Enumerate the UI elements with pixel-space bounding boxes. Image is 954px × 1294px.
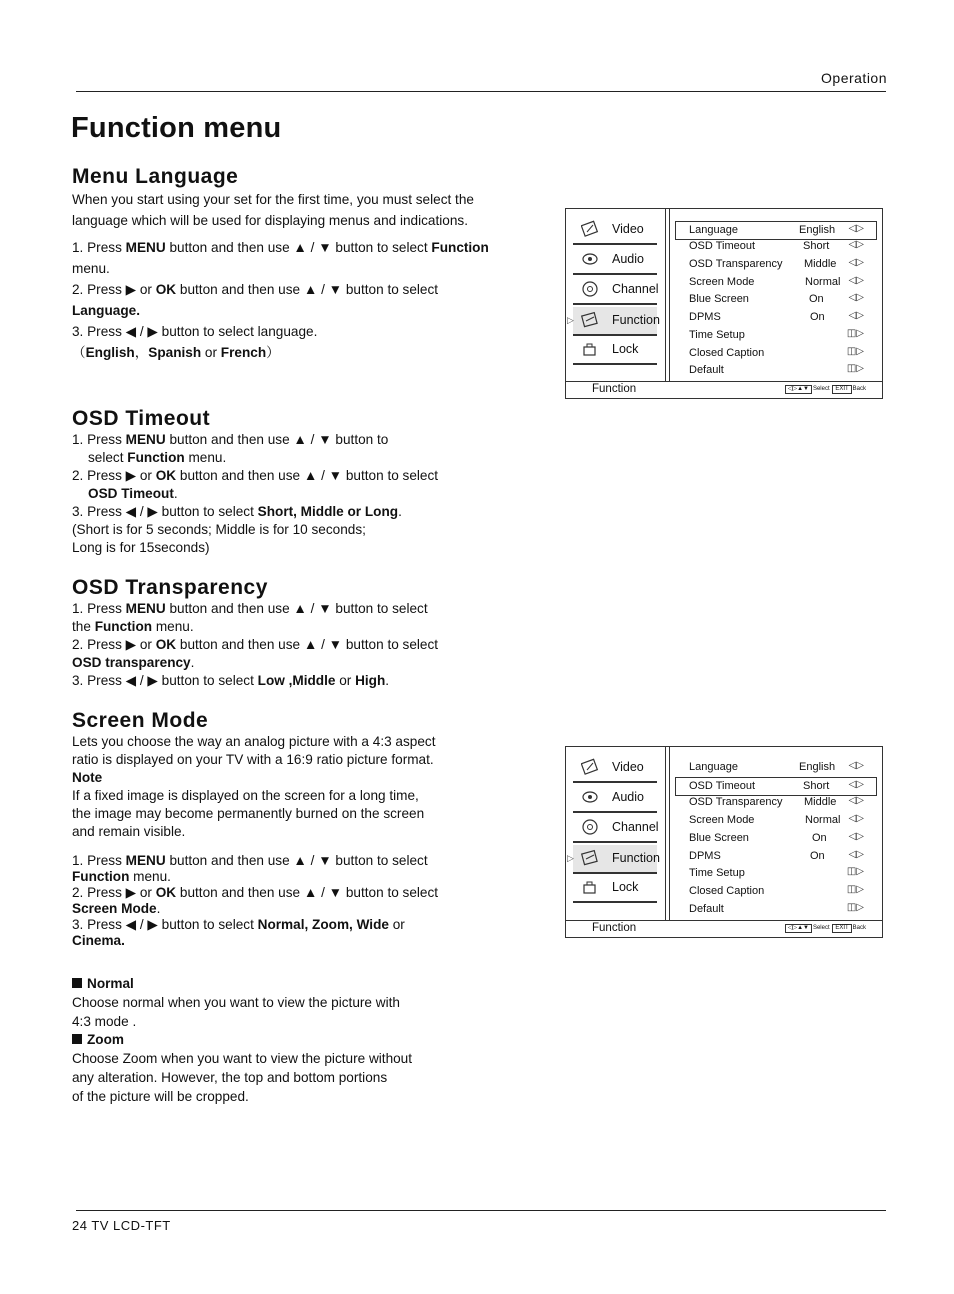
osd-row-time-setup: Time Setup ◫▷ — [689, 328, 864, 341]
osd-row-osd-transparency: OSD Transparency Middle ◁▷ — [689, 795, 864, 808]
osd-osd-timeout — [565, 746, 883, 938]
section-screen-mode — [72, 709, 492, 1106]
pointer-right-icon: ▷ — [567, 853, 574, 863]
dial-icon — [581, 818, 599, 835]
zoom-desc1: Choose Zoom when you want to view the picture without — [72, 1051, 413, 1066]
screen-mode-note-label: Note — [72, 770, 103, 785]
arrow-keys-icon: ◁▷▲▼ — [785, 924, 812, 933]
osd-row-dpms: DPMS On ◁▷ — [689, 310, 864, 323]
function-icon — [581, 311, 599, 328]
osd-row-closed-caption: Closed Caption ◫▷ — [689, 884, 864, 897]
osd-timeout-note1: (Short is for 5 seconds; Middle is for 10 seconds; — [72, 522, 366, 537]
osd-nav-audio: Audio — [573, 784, 657, 813]
left-right-arrows-icon: ◁▷ — [848, 831, 864, 842]
normal-desc2: 4:3 mode . — [72, 1014, 137, 1029]
osd-nav — [566, 747, 663, 921]
video-icon — [581, 220, 599, 237]
osd-timeout-step1-cont: select Function menu. — [88, 450, 227, 465]
left-right-arrows-icon: ◁▷ — [848, 292, 864, 303]
heading-menu-language: Menu Language — [72, 165, 239, 188]
osd-nav-function: ▷ Function — [573, 845, 657, 874]
osd-nav — [566, 209, 663, 382]
osd-row-osd-timeout: OSD Timeout Short ◁▷ — [689, 239, 864, 252]
screen-mode-step3: 3. Press ◀ / ▶ button to select Normal, Zoom, Wide or — [72, 917, 405, 932]
enter-icon: ◫▷ — [846, 866, 864, 877]
bottom-divider — [76, 1210, 886, 1211]
heading-screen-mode: Screen Mode — [72, 709, 209, 732]
osd-timeout-step3: 3. Press ◀ / ▶ button to select Short, Middle or Long. — [72, 504, 402, 519]
enter-icon: ◫▷ — [846, 346, 864, 357]
osd-row-blue-screen: Blue Screen On ◁▷ — [689, 292, 864, 305]
enter-icon: ◫▷ — [846, 884, 864, 895]
screen-mode-intro1: Lets you choose the way an analog picture with a 4:3 aspect — [72, 734, 436, 749]
osd-transparency-step1-cont: the Function menu. — [72, 619, 194, 634]
osd-row-language: Language English ◁▷ — [675, 221, 877, 240]
osd-footer: Function ◁▷▲▼ Select EXIT Back — [566, 381, 882, 398]
left-right-arrows-icon: ◁▷ — [848, 779, 864, 790]
menu-language-step3: 3. Press ◀ / ▶ button to select language. — [72, 324, 318, 339]
screen-mode-step2-cont: Screen Mode. — [72, 901, 161, 916]
speaker-icon — [581, 788, 599, 805]
normal-label: Normal — [72, 975, 492, 993]
left-right-arrows-icon: ◁▷ — [848, 257, 864, 268]
osd-nav-lock: Lock — [573, 336, 657, 365]
left-right-arrows-icon: ◁▷ — [848, 795, 864, 806]
page-footer: 24 TV LCD-TFT — [72, 1218, 171, 1233]
osd-hint: ◁▷▲▼ Select EXIT Back — [784, 385, 866, 394]
osd-row-blue-screen: Blue Screen On ◁▷ — [689, 831, 864, 844]
osd-nav-video: Video — [573, 216, 657, 245]
screen-mode-step1: 1. Press MENU button and then use ▲ / ▼ button to select — [72, 853, 428, 868]
left-right-arrows-icon: ◁▷ — [848, 239, 864, 250]
normal-desc1: Choose normal when you want to view the picture with — [72, 995, 400, 1010]
osd-row-screen-mode: Screen Mode Normal ◁▷ — [689, 275, 864, 288]
menu-language-step1: 1. Press MENU button and then use ▲ / ▼ button to select Function menu. — [72, 240, 489, 276]
osd-menu-language — [565, 208, 883, 399]
osd-timeout-step2-cont: OSD Timeout. — [88, 486, 178, 501]
left-right-arrows-icon: ◁▷ — [848, 813, 864, 824]
page-title: Function menu — [71, 112, 282, 144]
enter-icon: ◫▷ — [846, 328, 864, 339]
left-right-arrows-icon: ◁▷ — [848, 760, 864, 771]
screen-mode-note3: and remain visible. — [72, 824, 186, 839]
menu-language-step2: 2. Press ▶ or OK button and then use ▲ / ▼ button to select Language. — [72, 282, 439, 318]
lock-icon — [581, 340, 599, 357]
left-right-arrows-icon: ◁▷ — [848, 223, 864, 234]
bullet-square-icon — [72, 1034, 82, 1044]
lock-icon — [581, 878, 599, 895]
speaker-icon — [581, 250, 599, 267]
section-osd-timeout — [72, 407, 492, 557]
screen-mode-note1: If a fixed image is displayed on the screen for a long time, — [72, 788, 419, 803]
osd-nav-channel: Channel — [573, 276, 657, 305]
osd-timeout-step2: 2. Press ▶ or OK button and then use ▲ / ▼ button to select — [72, 468, 439, 483]
osd-row-default: Default ◫▷ — [689, 902, 864, 915]
osd-transparency-step2: 2. Press ▶ or OK button and then use ▲ / ▼ button to select — [72, 637, 439, 652]
screen-mode-step3-cont: Cinema. — [72, 933, 125, 948]
osd-nav-lock: Lock — [573, 874, 657, 903]
osd-row-osd-timeout: OSD Timeout Short ◁▷ — [675, 777, 877, 796]
pointer-right-icon: ▷ — [567, 315, 574, 325]
osd-nav-video: Video — [573, 754, 657, 783]
left-right-arrows-icon: ◁▷ — [848, 310, 864, 321]
osd-transparency-step2-cont: OSD transparency. — [72, 655, 195, 670]
enter-icon: ◫▷ — [846, 902, 864, 913]
osd-divider — [665, 747, 670, 921]
dial-icon — [581, 280, 599, 297]
section-menu-language — [72, 165, 492, 363]
screen-mode-step2: 2. Press ▶ or OK button and then use ▲ / ▼ button to select — [72, 885, 439, 900]
osd-row-screen-mode: Screen Mode Normal ◁▷ — [689, 813, 864, 826]
enter-icon: ◫▷ — [846, 363, 864, 374]
screen-mode-note2: the image may become permanently burned on the screen — [72, 806, 425, 821]
function-icon — [581, 849, 599, 866]
screen-mode-step1-cont: Function menu. — [72, 869, 171, 884]
osd-nav-function: ▷ Function — [573, 307, 657, 336]
menu-language-intro: When you start using your set for the first time, you must select the language which will be used for displaying menus and indications. — [72, 192, 474, 228]
osd-transparency-step3: 3. Press ◀ / ▶ button to select Low ,Middle or High. — [72, 673, 390, 688]
arrow-keys-icon: ◁▷▲▼ — [785, 385, 812, 394]
osd-row-language: Language English ◁▷ — [689, 760, 864, 773]
menu-language-options: （English，Spanish or French） — [72, 345, 280, 360]
osd-row-osd-transparency: OSD Transparency Middle ◁▷ — [689, 257, 864, 270]
section-osd-transparency — [72, 576, 492, 690]
osd-row-time-setup: Time Setup ◫▷ — [689, 866, 864, 879]
screen-mode-intro2: ratio is displayed on your TV with a 16:9 ratio picture format. — [72, 752, 434, 767]
osd-nav-audio: Audio — [573, 246, 657, 275]
left-right-arrows-icon: ◁▷ — [848, 849, 864, 860]
section-header: Operation — [821, 70, 887, 86]
osd-divider — [665, 209, 670, 382]
left-right-arrows-icon: ◁▷ — [848, 275, 864, 286]
osd-transparency-step1: 1. Press MENU button and then use ▲ / ▼ button to select — [72, 601, 428, 616]
video-icon — [581, 758, 599, 775]
zoom-desc2: any alteration. However, the top and bottom portions — [72, 1070, 388, 1085]
heading-osd-timeout: OSD Timeout — [72, 407, 211, 430]
zoom-desc3: of the picture will be cropped. — [72, 1089, 249, 1104]
osd-row-dpms: DPMS On ◁▷ — [689, 849, 864, 862]
osd-row-closed-caption: Closed Caption ◫▷ — [689, 346, 864, 359]
bullet-square-icon — [72, 978, 82, 988]
osd-row-default: Default ◫▷ — [689, 363, 864, 376]
top-divider — [76, 91, 886, 92]
osd-hint: ◁▷▲▼ Select EXIT Back — [784, 924, 866, 933]
osd-timeout-step1: 1. Press MENU button and then use ▲ / ▼ button to — [72, 432, 389, 447]
osd-nav-channel: Channel — [573, 814, 657, 843]
zoom-label: Zoom — [72, 1031, 492, 1049]
osd-footer: Function ◁▷▲▼ Select EXIT Back — [566, 920, 882, 937]
heading-osd-transparency: OSD Transparency — [72, 576, 268, 599]
osd-timeout-note2: Long is for 15seconds) — [72, 540, 210, 555]
